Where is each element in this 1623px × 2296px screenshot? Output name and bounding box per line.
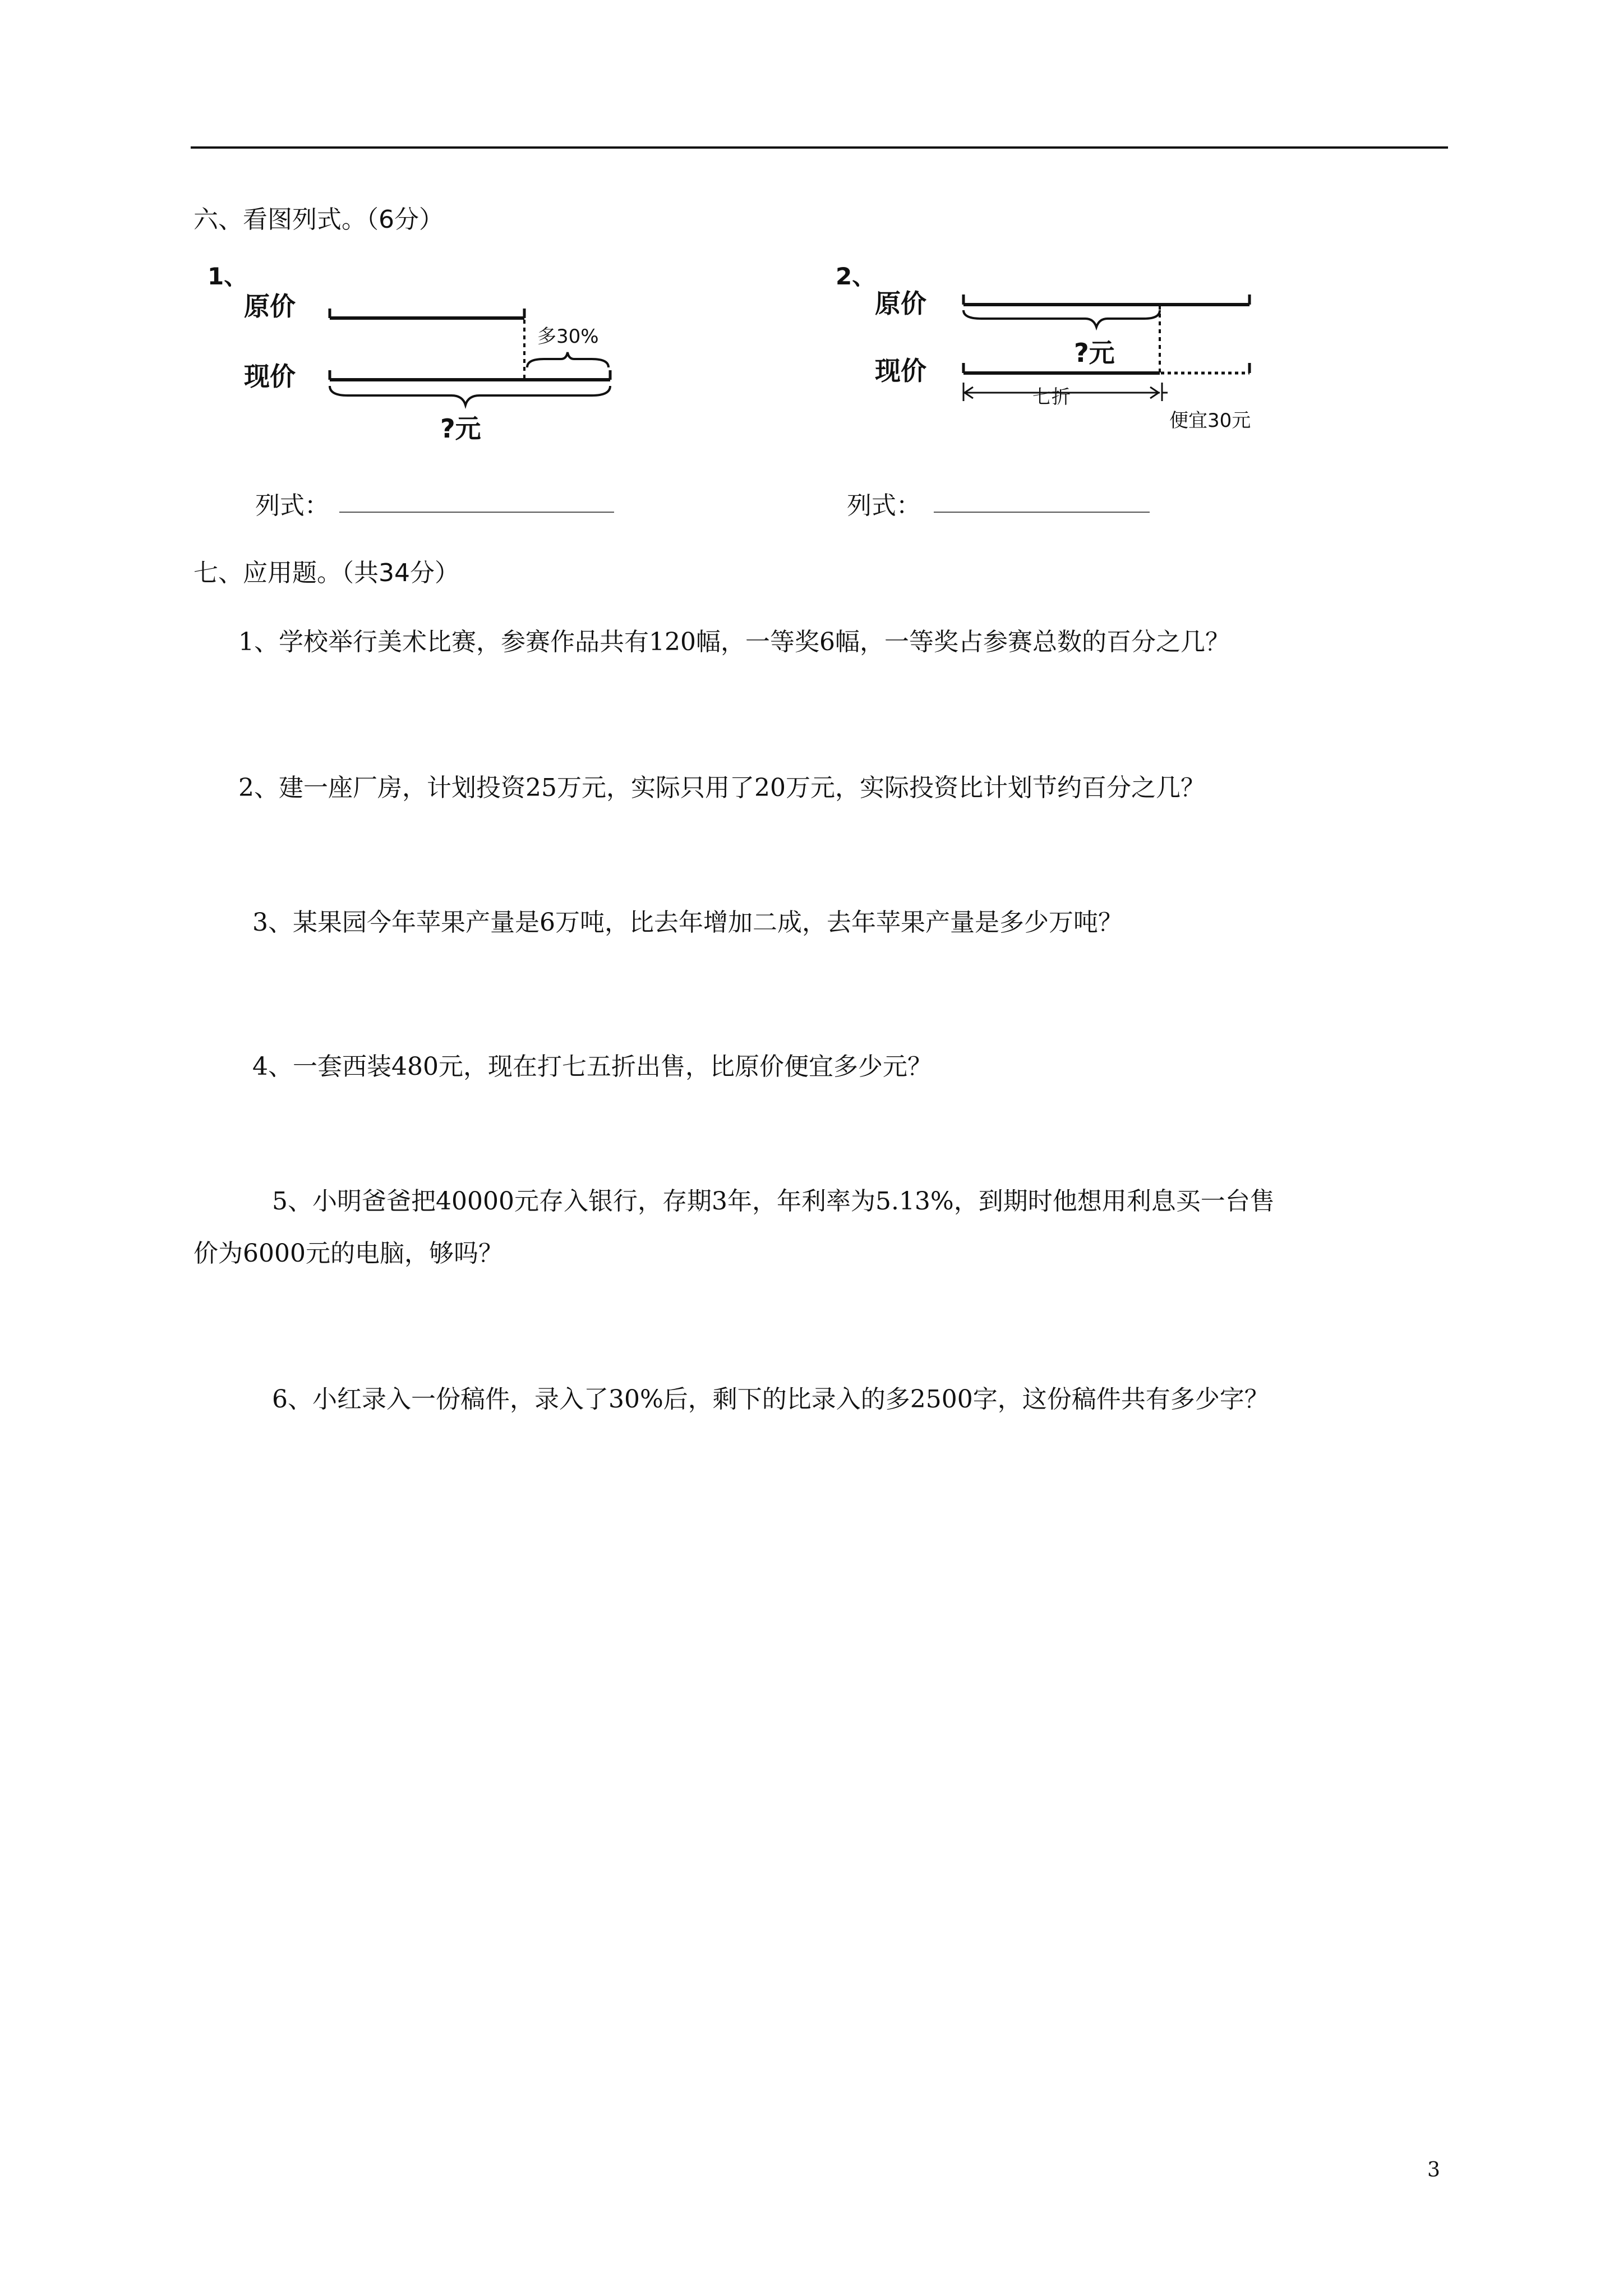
figure-2-formula-label: 列式：	[847, 491, 921, 520]
figure-2-original-bar	[963, 295, 1249, 305]
figure-1-original-label: 原价	[244, 291, 296, 321]
figure-2-discount-arrow	[963, 383, 1160, 401]
question-4: 4、一套西装480元，现在打七五折出售，比原价便宜多少元？	[252, 1052, 932, 1081]
figure-2-question-brace	[963, 310, 1160, 327]
figure-2-cheaper-bracket	[1162, 383, 1168, 401]
section-7-heading: 七、应用题。（共34分）	[193, 559, 459, 587]
section-6-heading: 六、看图列式。（6分）	[193, 205, 444, 234]
figure-2-number: 2、	[836, 263, 876, 290]
question-6: 6、小红录入一份稿件，录入了30%后，剩下的比录入的多2500字，这份稿件共有多少字？	[272, 1385, 1269, 1414]
figure-2-answer-blank[interactable]	[934, 512, 1150, 513]
figure-1-formula-label: 列式：	[255, 491, 329, 520]
figure-2-cheaper-label: 便宜30元	[1169, 409, 1251, 432]
question-2: 2、建一座厂房，计划投资25万元，实际只用了20万元，实际投资比计划节约百分之几？	[238, 774, 1205, 802]
figure-2-cheaper-segment	[1161, 363, 1249, 373]
figure-2-original-label: 原价	[875, 288, 926, 319]
figure-2-discount-label: 七折	[1029, 381, 1074, 409]
figure-1-total-label: ?元	[440, 413, 481, 444]
figure-1-more-label: 多30%	[537, 325, 599, 348]
question-5-line-2: 价为6000元的电脑，够吗？	[193, 1239, 503, 1268]
figure-2-current-label: 现价	[875, 356, 926, 386]
question-5-line-1: 5、小明爸爸把40000元存入银行，存期3年，年利率为5.13%，到期时他想用利息买一台售	[272, 1187, 1275, 1216]
figure-2-current-bar	[963, 363, 1160, 373]
page-number: 3	[1427, 2159, 1440, 2182]
figure-2-question-label: ?元	[1074, 338, 1115, 368]
figure-1-current-label: 现价	[244, 361, 296, 392]
question-3: 3、某果园今年苹果产量是6万吨，比去年增加二成，去年苹果产量是多少万吨？	[252, 908, 1123, 937]
figure-1-number: 1、	[208, 263, 248, 290]
question-1: 1、学校举行美术比赛，参赛作品共有120幅，一等奖6幅，一等奖占参赛总数的百分之几？	[238, 628, 1230, 656]
